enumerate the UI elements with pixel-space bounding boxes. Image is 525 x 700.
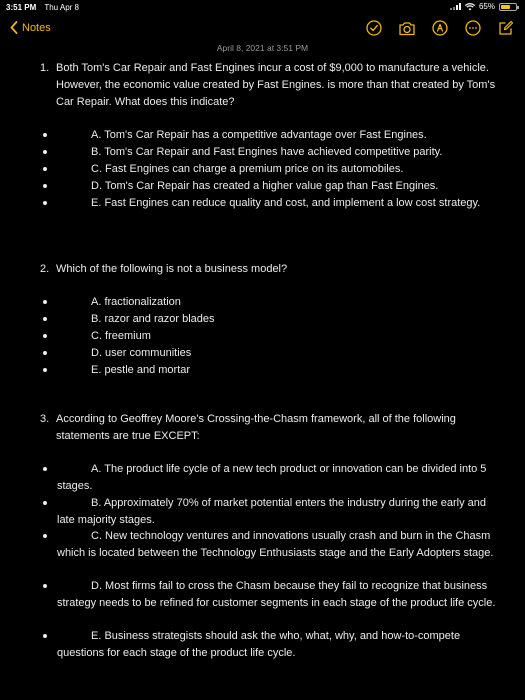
bullet-icon xyxy=(43,368,47,372)
question-text: According to Geoffrey Moore's Crossing-the-Chasm framework, all of the following statements are true EXCEPT: xyxy=(56,413,456,442)
list-item xyxy=(0,578,505,612)
option-text: E. Fast Engines can reduce quality and cost, and implement a low cost strategy. xyxy=(91,197,481,209)
question-text: Both Tom's Car Repair and Fast Engines incur a cost of $9,000 to manufacture a vehicle. However, the economic value created by Fast Engines. is more than that created by Tom's Car Repair. What does this indicate? xyxy=(56,62,496,108)
bullet-icon xyxy=(43,184,47,188)
chevron-left-icon xyxy=(10,21,18,34)
bullet-icon xyxy=(43,584,47,588)
bullet-icon xyxy=(43,501,47,505)
list-item xyxy=(0,528,505,562)
bullet-icon xyxy=(43,167,47,171)
bullet-icon xyxy=(43,150,47,154)
question-number: 3. xyxy=(40,413,50,425)
bullet-icon xyxy=(43,351,47,355)
option-text: D. Tom's Car Repair has created a higher value gap than Fast Engines. xyxy=(91,180,439,192)
bullet-icon xyxy=(43,317,47,321)
note-timestamp: April 8, 2021 at 3:51 PM xyxy=(216,43,309,53)
checkmark-circle-icon[interactable] xyxy=(365,19,383,37)
status-right xyxy=(450,2,517,11)
signal-icon xyxy=(450,3,461,10)
option-text: A. The product life cycle of a new tech product or innovation can be divided into 5 stages. xyxy=(57,463,487,492)
question-text: Which of the following is not a business model? xyxy=(56,263,288,275)
option-text: B. razor and razor blades xyxy=(91,313,215,325)
bullet-icon xyxy=(43,201,47,205)
toolbar xyxy=(0,16,525,42)
list-item xyxy=(0,362,505,379)
status-date: Thu Apr 8 xyxy=(44,3,79,12)
question-number: 1. xyxy=(40,62,50,74)
list-item xyxy=(0,178,505,195)
bullet-icon xyxy=(43,634,47,638)
bullet-icon xyxy=(43,534,47,538)
more-icon[interactable] xyxy=(464,19,482,37)
option-text: C. Fast Engines can charge a premium price on its automobiles. xyxy=(91,163,404,175)
option-text: E. Business strategists should ask the who, what, why, and how-to-compete questions for each stage of the product life cycle. xyxy=(57,630,461,659)
list-item xyxy=(0,144,505,161)
option-text: B. Tom's Car Repair and Fast Engines have achieved competitive parity. xyxy=(91,146,443,158)
battery-fill xyxy=(501,5,510,9)
status-bar xyxy=(0,0,525,14)
toolbar-icons xyxy=(365,19,515,37)
option-text: C. New technology ventures and innovations usually crash and burn in the Chasm which is located between the Technology Enthusiasts stage and the Early Adopters stage. xyxy=(57,530,494,559)
list-item xyxy=(0,195,505,212)
bullet-icon xyxy=(43,334,47,338)
question-number: 2. xyxy=(40,263,50,275)
bullet-icon xyxy=(43,300,47,304)
option-text: E. pestle and mortar xyxy=(91,364,191,376)
option-text: D. Most firms fail to cross the Chasm because they fail to recognize that business strategy needs to be refined for customer segments in each stage of the product life cycle. xyxy=(57,580,496,609)
compose-icon[interactable] xyxy=(497,19,515,37)
list-item xyxy=(0,161,505,178)
option-text: D. user communities xyxy=(91,347,192,359)
question-2 xyxy=(40,261,500,278)
option-text: B. Approximately 70% of market potential enters the industry during the early and late majority stages. xyxy=(57,497,486,526)
back-label: Notes xyxy=(22,21,51,34)
option-text: C. freemium xyxy=(91,330,151,342)
list-item xyxy=(0,628,505,662)
list-item xyxy=(0,328,505,345)
list-item xyxy=(0,495,505,529)
list-item xyxy=(0,345,505,362)
wifi-icon xyxy=(465,3,475,11)
status-left xyxy=(6,3,85,12)
battery-percent: 65% xyxy=(478,2,495,11)
question-3 xyxy=(40,411,500,445)
bullet-icon xyxy=(43,133,47,137)
option-text: A. Tom's Car Repair has a competitive advantage over Fast Engines. xyxy=(91,129,427,141)
list-item xyxy=(0,311,505,328)
battery-icon xyxy=(499,3,517,11)
camera-icon[interactable] xyxy=(398,19,416,37)
markup-pen-icon[interactable] xyxy=(431,19,449,37)
back-button[interactable] xyxy=(10,21,51,34)
bullet-icon xyxy=(43,467,47,471)
status-time: 3:51 PM xyxy=(6,3,37,12)
question-1 xyxy=(40,60,500,110)
option-text: A. fractionalization xyxy=(91,296,181,308)
list-item xyxy=(0,127,505,144)
list-item xyxy=(0,461,505,495)
list-item xyxy=(0,294,505,311)
